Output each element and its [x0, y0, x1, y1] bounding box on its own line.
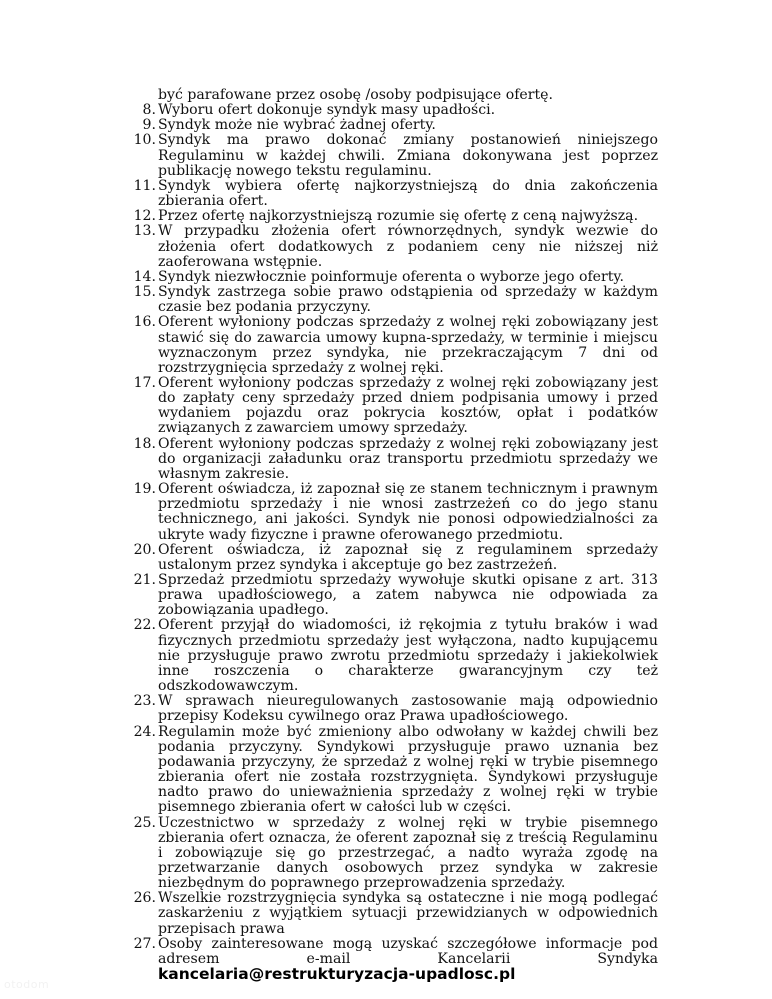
item-number: 16. [133, 314, 156, 331]
list-item [133, 435, 658, 482]
item-text: Oferent wyłoniony podczas sprzedaży z wolnej ręki zobowiązany jest do zapłaty ceny sprzedaży przed dniem podpisania umowy i przed wydaniem pojazdu oraz pokrycia kosztów, opłat i podatków związanych z zawarciem umowy sprzedaży. [158, 374, 658, 437]
item-text: W sprawach nieuregulowanych zastosowanie mają odpowiednio przepisy Kodeksu cywilnego oraz Prawa upadłościowego. [158, 693, 658, 725]
item-text: Osoby zainteresowane mogą uzyskać szczegółowe informacje pod adresem e-mail Kancelarii Syndyka [158, 935, 658, 967]
continuation-text: być parafowane przez osobę /osoby podpisujące ofertę. [158, 87, 553, 103]
list-item [133, 572, 658, 619]
item-number: 11. [133, 177, 156, 194]
list-item [133, 223, 658, 270]
contact-email: kancelaria@restrukturyzacja-upadlosc.pl [158, 965, 516, 984]
item-number: 27. [133, 935, 156, 952]
item-text: Przez ofertę najkorzystniejszą rozumie się ofertę z ceną najwyższą. [158, 208, 639, 225]
item-number: 18. [133, 435, 156, 452]
list-item [133, 723, 658, 816]
item-text: Oferent wyłoniony podczas sprzedaży z wolnej ręki zobowiązany jest stawić się do zawarcia umowy kupna-sprzedaży, w terminie i miejscu wyznaczonym przez syndyka, nie przekraczającym 7 dni od rozstrzygnięcia sprzedaży z wolnej ręki. [158, 314, 658, 376]
list-item [133, 693, 658, 725]
item-number: 22. [133, 617, 156, 634]
item-text: Syndyk zastrzega sobie prawo odstąpienia od sprzedaży w każdym czasie bez podania przyczyny. [158, 284, 658, 316]
item-text: Oferent wyłoniony podczas sprzedaży z wolnej ręki zobowiązany jest do organizacji załadunku oraz transportu przedmiotu sprzedaży we własnym zakresie. [158, 435, 658, 482]
regulations-list [133, 102, 658, 937]
item-number: 23. [133, 693, 156, 710]
list-item [133, 314, 658, 376]
item-text: Wyboru ofert dokonuje syndyk masy upadłości. [158, 102, 496, 119]
item-number: 10. [133, 132, 156, 149]
item-text: Syndyk ma prawo dokonać zmiany postanowień niniejszego Regulaminu w każdej chwili. Zmiana dokonywana jest poprzez publikację nowego tekstu regulaminu. [158, 132, 658, 179]
item-text: Syndyk niezwłocznie poinformuje oferenta o wyborze jego oferty. [158, 268, 624, 285]
list-item-27 [133, 935, 658, 984]
list-item [133, 541, 658, 573]
regulations-document [133, 87, 658, 984]
list-item [133, 814, 658, 892]
item-text: Sprzedaż przedmiotu sprzedaży wywołuje skutki opisane z art. 313 prawa upadłościowego, a zatem nabywca nie odpowiada za zobowiązania upadłego. [158, 572, 658, 619]
item-number: 14. [133, 268, 156, 285]
item-number: 9. [142, 117, 156, 134]
list-item [133, 208, 658, 225]
item-text: Oferent oświadcza, iż zapoznał się z regulaminem sprzedaży ustalonym przez syndyka i akceptuje go bez zastrzeżeń. [158, 541, 658, 573]
list-item [133, 132, 658, 179]
list-item [133, 481, 658, 543]
item-number: 15. [133, 284, 156, 301]
list-item [133, 177, 658, 210]
item-number: 19. [133, 481, 156, 498]
list-item [133, 268, 658, 285]
item-text: Regulamin może być zmieniony albo odwołany w każdej chwili bez podania przyczyny. Syndykowi przysługuje prawo uznania bez podawania przyczyny, że sprzedaż z wolnej ręki w trybie pisemnego zbierania ofert nie została rozstrzygnięta. Syndykowi przysługuje nadto prawo do unieważnienia sprzedaży z wolnej ręki w trybie pisemnego zbierania ofert w całości lub w części. [158, 723, 658, 816]
item-number: 20. [133, 541, 156, 558]
item-number: 17. [133, 374, 156, 391]
item-number: 8. [142, 102, 156, 119]
list-item [136, 103, 658, 118]
item-text: Syndyk może nie wybrać żadnej oferty. [158, 117, 436, 134]
item-number: 21. [133, 572, 156, 588]
item-number: 12. [133, 208, 156, 225]
list-item [133, 374, 658, 437]
list-item [133, 890, 658, 937]
item-text: W przypadku złożenia ofert równorzędnych, syndyk wezwie do złożenia ofert dodatkowych z podaniem ceny nie niższej niż zaoferowana wstępnie. [158, 223, 658, 270]
item-text: Uczestnictwo w sprzedaży z wolnej ręki w trybie pisemnego zbierania ofert oznacza, że oferent zapoznał się z treścią Regulaminu i zobowiązuje się go przestrzegać, a nadto wyraża zgodę na przetwarzanie danych osobowych przez syndyka w zakresie niezbędnym do poprawnego przeprowadzenia sprzedaży. [158, 814, 658, 892]
watermark: otodom [4, 978, 50, 991]
list-item [133, 617, 658, 695]
list-item [136, 118, 658, 133]
item-text: Oferent przyjął do wiadomości, iż rękojmia z tytułu braków i wad fizycznych przedmiotu sprzedaży jest wyłączona, nadto kupującemu nie przysługuje prawo zwrotu przedmiotu sprzedaży i jakiekolwiek inne roszczenia o charakterze gwarancyjnym czy też odszkodowawczym. [158, 617, 658, 695]
item-text: Wszelkie rozstrzygnięcia syndyka są ostateczne i nie mogą podlegać zaskarżeniu z wyjątkiem sytuacji przewidzianych w odpowiednich przepisach prawa [158, 890, 658, 937]
list-item [133, 284, 658, 316]
item-number: 26. [133, 890, 156, 907]
item-text: Syndyk wybiera ofertę najkorzystniejszą do dnia zakończenia zbierania ofert. [158, 177, 658, 210]
item-text: Oferent oświadcza, iż zapoznał się ze stanem technicznym i prawnym przedmiotu sprzedaży i nie wnosi zastrzeżeń co do jego stanu technicznego, ani jakości. Syndyk nie ponosi odpowiedzialności za ukryte wady fizyczne i prawne oferowanego przedmiotu. [158, 481, 658, 543]
item-number: 25. [133, 814, 156, 831]
item-number: 24. [133, 723, 156, 740]
item-number: 13. [133, 223, 156, 240]
